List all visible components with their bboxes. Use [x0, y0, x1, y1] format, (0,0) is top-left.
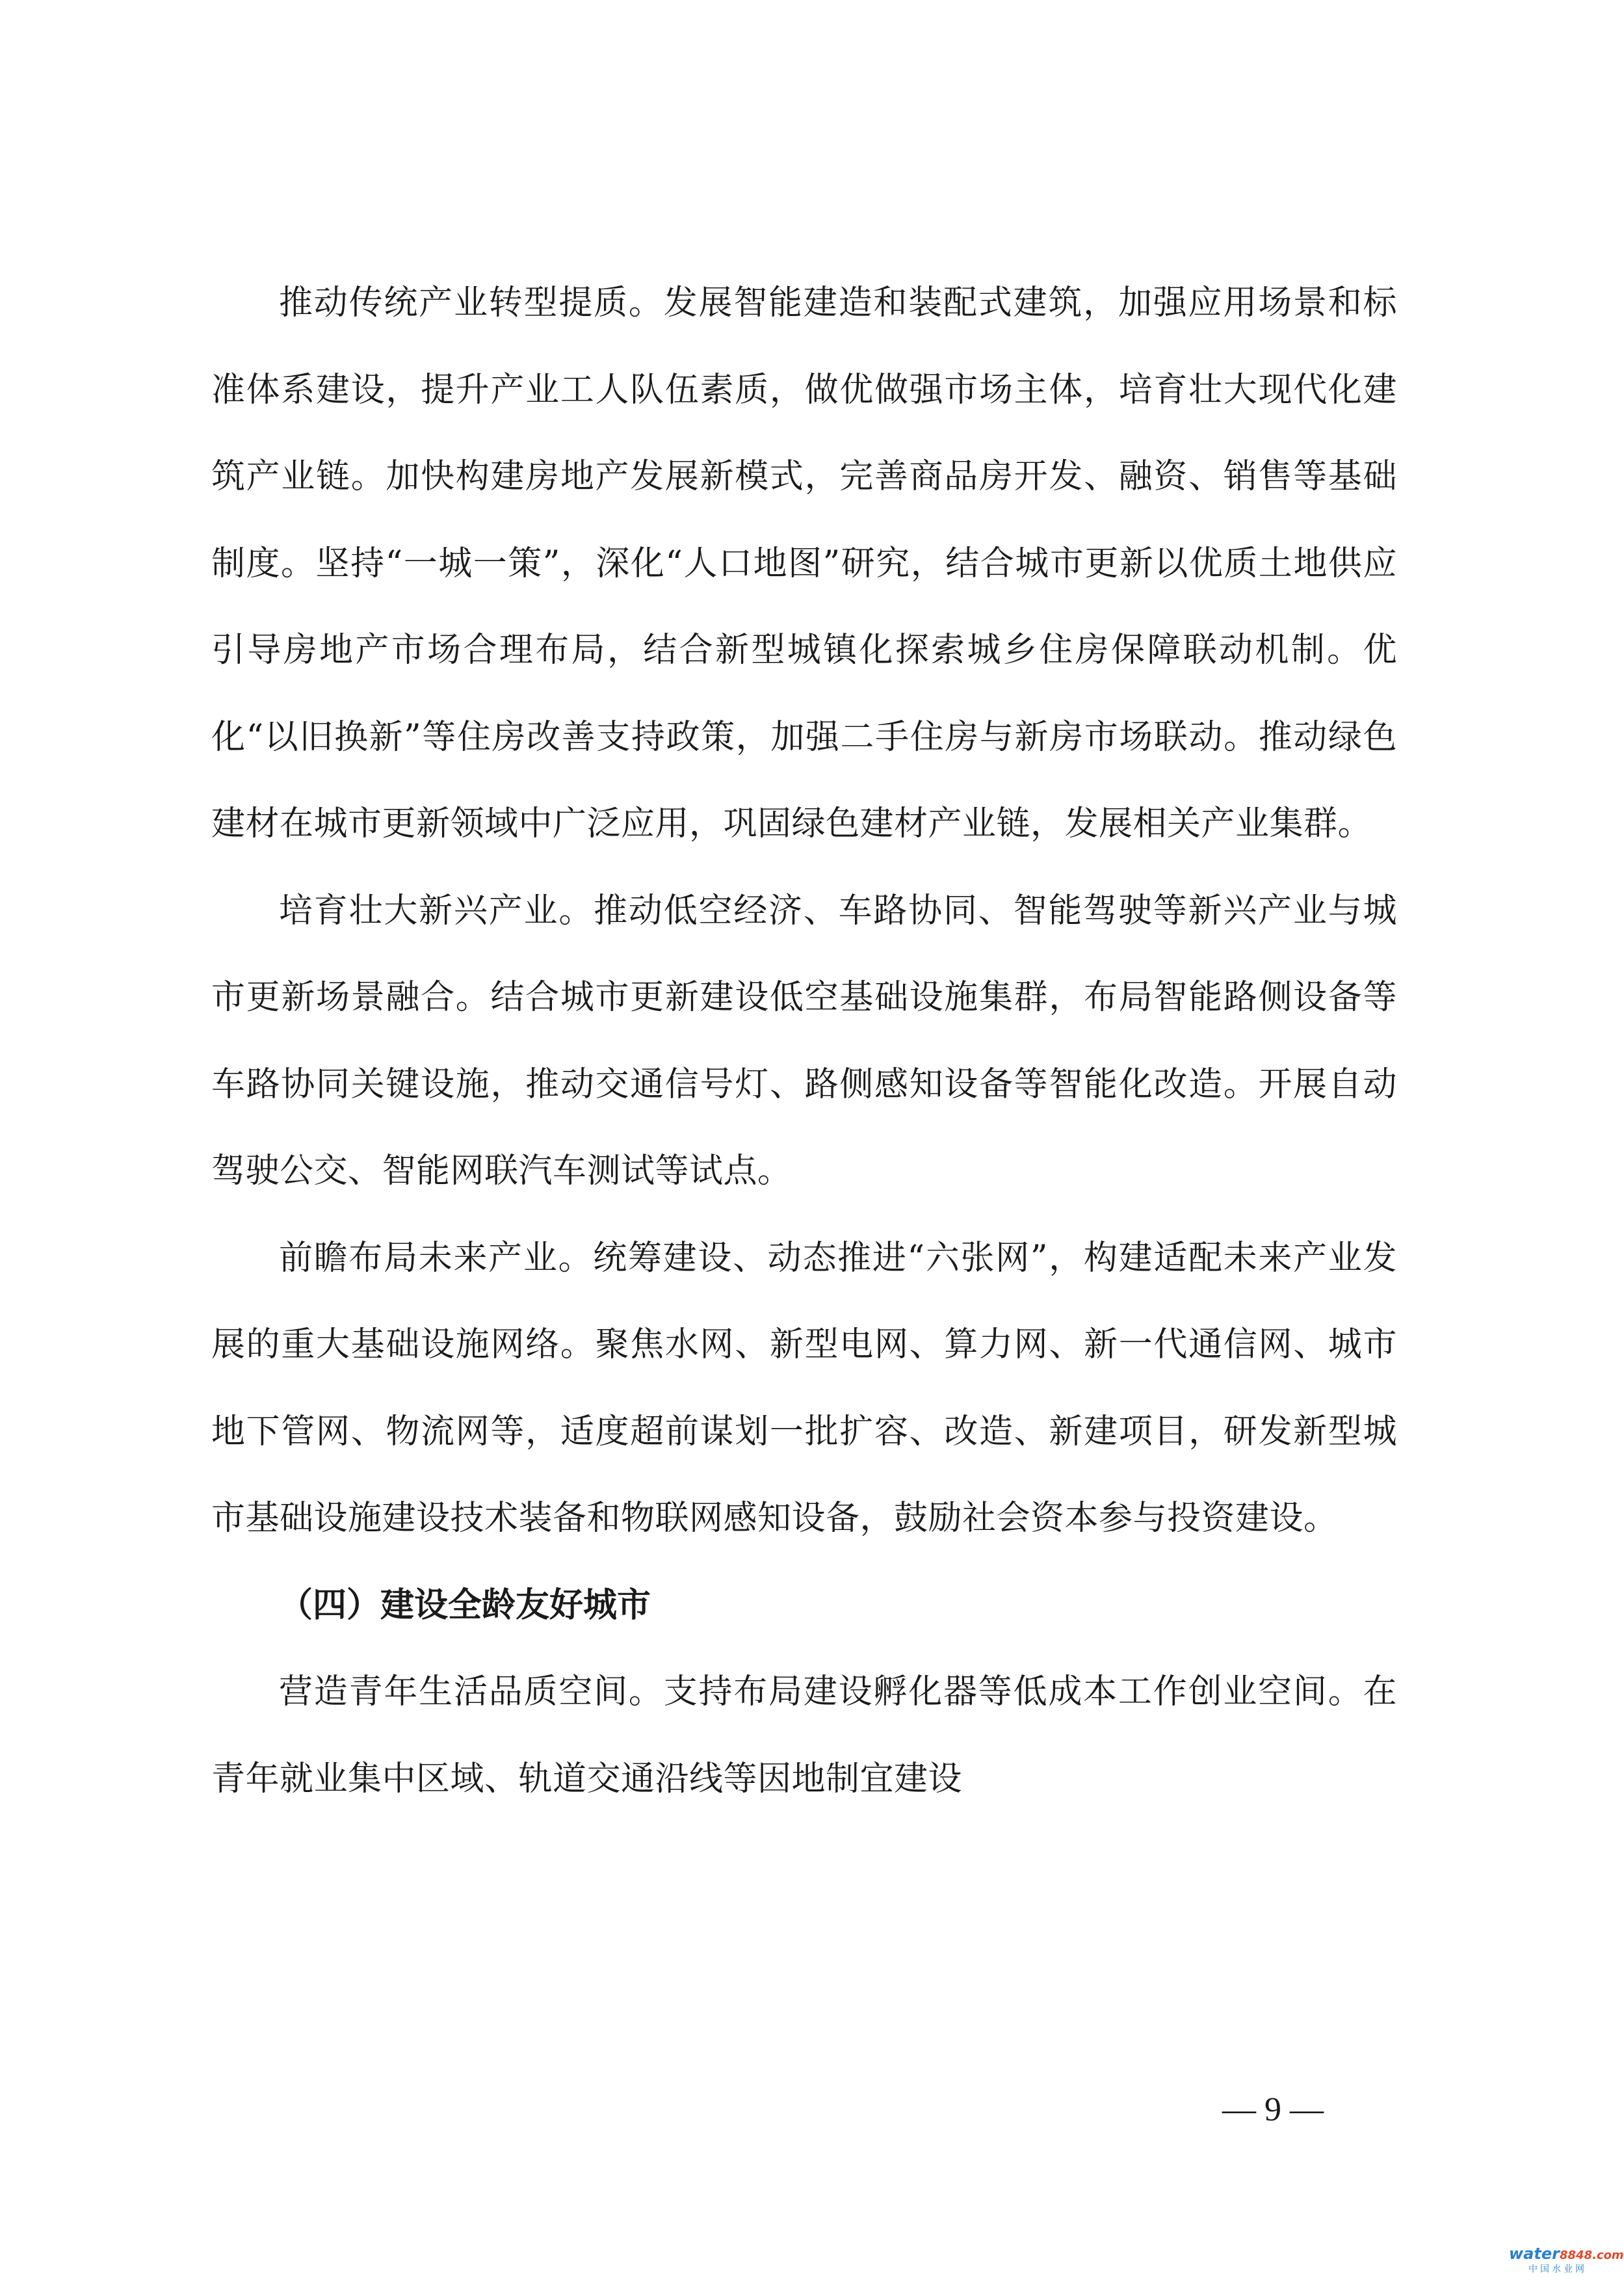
watermark-logo-text: [1509, 2245, 1624, 2264]
section-heading: （四）建设全龄友好城市: [279, 1585, 651, 1625]
page-number: — 9 —: [1222, 2091, 1324, 2128]
watermark-logo: [1509, 2245, 1624, 2274]
watermark-logo-suffix: .com: [1592, 2248, 1624, 2262]
watermark-logo-word: water: [1509, 2245, 1560, 2263]
paragraph-future-industry: 前瞻布局未来产业。统筹建设、动态推进“六张网”，构建适配未来产业发展的重大基础设施网络。聚焦水网、新型电网、算力网、新一代通信网、城市地下管网、物流网等，适度超前谋划一批扩容、改造、新建项目，研发新型城市基础设施建设技术装备和物联网感知设备，鼓励社会资本参与投资建设。: [211, 1238, 1397, 1538]
watermark-subtitle: 中国水业网: [1528, 2264, 1587, 2274]
document-body: [211, 260, 1397, 1823]
watermark-logo-number: 8848: [1559, 2248, 1593, 2262]
paragraph-traditional-industry: 推动传统产业转型提质。发展智能建造和装配式建筑，加强应用场景和标准体系建设，提升产业工人队伍素质，做优做强市场主体，培育壮大现代化建筑产业链。加快构建房地产发展新模式，完善商品房开发、融资、销售等基础制度。坚持“一城一策”，深化“人口地图”研究，结合城市更新以优质土地供应引导房地产市场合理布局，结合新型城镇化探索城乡住房保障联动机制。优化“以旧换新”等住房改善支持政策，加强二手住房与新房市场联动。推动绿色建材在城市更新领域中广泛应用，巩固绿色建材产业链，发展相关产业集群。: [211, 283, 1397, 843]
paragraph-emerging-industry: 培育壮大新兴产业。推动低空经济、车路协同、智能驾驶等新兴产业与城市更新场景融合。结合城市更新建设低空基础设施集群，布局智能路侧设备等车路协同关键设施，推动交通信号灯、路侧感知设备等智能化改造。开展自动驾驶公交、智能网联汽车测试等试点。: [211, 891, 1397, 1191]
paragraph-youth-space: 营造青年生活品质空间。支持布局建设孵化器等低成本工作创业空间。在青年就业集中区域、轨道交通沿线等因地制宜建设: [211, 1672, 1397, 1799]
